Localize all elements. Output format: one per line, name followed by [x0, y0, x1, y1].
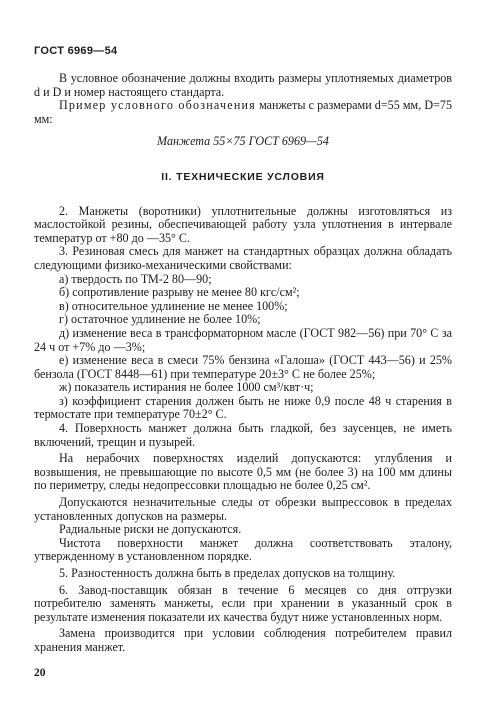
example-label: Пример условного обозначения — [59, 98, 256, 113]
property-h: з) коэффициент старения должен быть не ниже 0,9 после 48 ч старения в термостате при температуре 70±2° С. — [34, 393, 452, 422]
property-c: в) относительное удлинение не менее 100%; — [59, 298, 288, 313]
replacement-paragraph: Замена производится при условии соблюдения потребителем правил хранения манжет. — [34, 626, 452, 654]
document-header: ГОСТ 6969—54 — [34, 45, 118, 57]
item-4-paragraph: 4. Поверхность манжет должна быть гладкой, без заусенцев, не иметь включений, трещин и пузырей. — [34, 421, 452, 449]
designation-example: Манжета 55×75 ГОСТ 6969—54 — [157, 134, 329, 149]
item-2-paragraph: 2. Манжеты (воротники) уплотнительные должны изготовляться из маслостойкой резины, обеспечивающей работу узла уплотнения в интервале температур от +80 до —35° С. — [34, 203, 452, 245]
property-d: г) остаточное удлинение не более 10%; — [59, 312, 261, 327]
example-text: манжеты с размерами d=55 мм, D=75 мм: — [34, 98, 452, 126]
section-title: II. ТЕХНИЧЕСКИЕ УСЛОВИЯ — [161, 170, 325, 183]
surface-finish-paragraph: Чистота поверхности манжет должна соответствовать эталону, утвержденному в установленном порядке. — [34, 535, 452, 564]
property-e: д) изменение веса в трансформаторном масле (ГОСТ 982—56) при 70° С за 24 ч от +7% до —3%; — [34, 325, 452, 354]
item-6-paragraph: 6. Завод-поставщик обязан в течение 6 месяцев со дня отгрузки потребителю заменять манжеты, если при хранении в указанный срок в результате изменения показатели их качества будут ниже установленных норм. — [34, 582, 452, 624]
property-f: е) изменение веса в смеси 75% бензина «Галоша» (ГОСТ 443—56) и 25% бензола (ГОСТ 8448—61) при температуре 20±3° С не более 25%; — [34, 353, 452, 381]
item-5-paragraph: 5. Разностенность должна быть в пределах допусков на толщину. — [59, 566, 396, 580]
property-a: а) твердость по ТМ-2 80—90; — [59, 271, 212, 286]
page-body — [34, 72, 452, 655]
trimming-traces-paragraph: Допускаются незначительные следы от обрезки выпрессовок в пределах установленных допусков на размеры. — [34, 495, 452, 523]
item-3-paragraph: 3. Резиновая смесь для манжет на стандартных образцах должна обладать следующими физико-механическими свойствами: — [34, 244, 452, 272]
property-b: б) сопротивление разрыву не менее 80 кгс/см²; — [59, 285, 300, 300]
radial-scratches-paragraph: Радиальные риски не допускаются. — [59, 522, 242, 537]
intro-paragraph: В условное обозначение должны входить размеры уплотняемых диаметров d и D и номер настоящего стандарта. — [34, 71, 452, 99]
page-number: 20 — [34, 667, 46, 679]
example-paragraph — [34, 99, 452, 126]
non-working-surfaces-paragraph: На нерабочих поверхностях изделий допускаются: углубления и возвышения, не превышающие по высоте 0,5 мм (не более 3) на 100 мм длины по периметру, следы недопрессовки площадью не более 0,25 см². — [34, 451, 452, 493]
property-g: ж) показатель истирания не более 1000 см³/квт·ч; — [59, 380, 314, 395]
